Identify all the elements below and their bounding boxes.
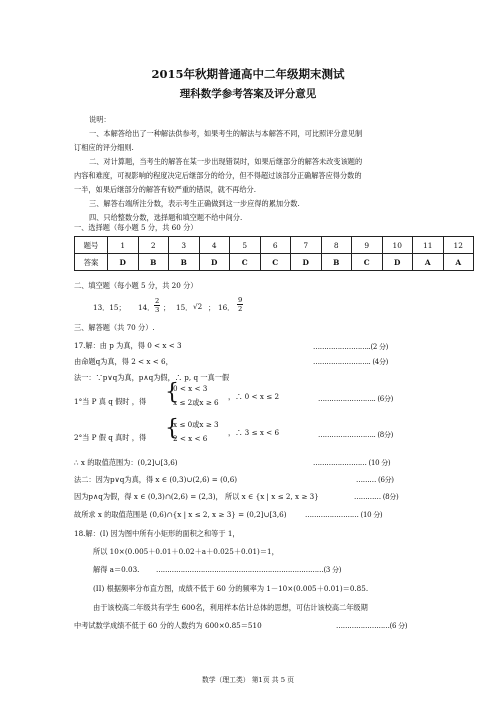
table-cell-number: 11 [413, 237, 444, 254]
table-cell-number: 3 [169, 237, 200, 254]
table-cell-answer: C [230, 254, 261, 271]
q17-score-4: …………………….. (4分) [313, 358, 389, 366]
table-cell-number: 8 [321, 237, 352, 254]
table-cell-number: 1 [108, 237, 139, 254]
table-row-numbers [75, 237, 474, 254]
note-1a: 一、本解答给出了一种解法供参考，如果考生的解法与本解答不同，可比照评分意见制 [89, 129, 363, 138]
q17-score-2: ……………………..(2 分) [313, 343, 389, 351]
note-4: 四、只给整数分数，选择题和填空题不给中间分. [89, 213, 243, 222]
q17-method-2-score-6: ……… (6分) [356, 476, 394, 484]
table-cell-answer: B [169, 254, 200, 271]
q17-score-8: …………………….. (8分) [318, 431, 394, 439]
fill-answer-16-label: 16． [218, 303, 235, 312]
table-cell-answer: B [138, 254, 169, 271]
fill-answer-15-value: √2 [193, 302, 203, 311]
q18-line-5: 由于该校高二年级共有学生 600名，利用样本估计总体的思想，可估计该校高二年级期 [93, 603, 368, 612]
note-2b: 内容和难度，可视影响的程度决定后继部分的给分，但不得超过该部分正确解答应得分数的 [74, 171, 362, 180]
q18-line-6: 中考试数学成绩不低于 60 分的人数约为 600×0.85＝510 [74, 621, 262, 630]
table-cell-number: 12 [443, 237, 474, 254]
page-subtitle: 理科数学参考答案及评分意见 [179, 88, 317, 100]
q17-method-2-line-3: 故所求 x 的取值范围是 (0,6)∩{x | x ≤ 2, x ≥ 3} = (0,2]∪[3,6) [74, 510, 287, 519]
fill-answer-15-label: 15． [176, 303, 193, 312]
fraction-numerator: 2 [155, 297, 160, 305]
fill-answer-13: 13．15； [93, 303, 126, 312]
table-row-answers [75, 254, 474, 271]
table-cell-number: 4 [199, 237, 230, 254]
q18-line-4: (II) 根据频率分布直方图，成绩不低于 60 分的频率为 1－10×(0.005＋0.01)＝0.85. [93, 584, 369, 593]
fill-answer-15-end: ； [208, 303, 216, 312]
table-cell-answer: D [199, 254, 230, 271]
q17-line-2: 由命题q为真，得 2 < x < 6， [74, 357, 173, 366]
q18-line-2: 所以 10×(0.005＋0.01＋0.02＋a＋0.025＋0.01)＝1， [93, 547, 279, 556]
page-title: 2015年秋期普通高中二年级期末测试 [151, 67, 345, 81]
section-solve-heading: 三、解答题（共 70 分）. [74, 323, 155, 332]
q17-case-1-top: 0 < x < 3 [173, 384, 208, 393]
section-fill-heading: 二、填空题（每小题 5 分，共 20 分） [74, 281, 198, 290]
q17-method-2-line-2: 因为p∧q为假，得 x ∈ (0,3)∩(2,6) = (2,3)， 所以 x ∈ {x | x ≤ 2, x ≥ 3} [74, 492, 319, 501]
q18-score-6: ……………………(6 分) [336, 622, 408, 630]
fraction-denominator: 3 [155, 306, 160, 314]
q17-line-1: 17.解：由 p 为真，得 0 < x < 3 [74, 341, 182, 350]
table-header-answer: 答案 [75, 254, 108, 271]
table-cell-answer: C [260, 254, 291, 271]
q17-method-2-score-10: …………………… (10 分) [305, 511, 383, 519]
table-cell-answer: A [413, 254, 444, 271]
q17-case-1-bottom: x ≤ 2或x ≥ 6 [173, 398, 219, 407]
q17-case-1-lead: 1°当 P 真 q 假时 ，得 [74, 397, 147, 406]
q17-score-10: …………………… (10 分) [313, 459, 391, 467]
q18-score-3: …………………………………………………………………(3 分) [156, 566, 342, 574]
table-cell-answer: D [291, 254, 322, 271]
fill-answer-14-end: ； [163, 303, 171, 312]
table-cell-answer: C [352, 254, 383, 271]
q17-case-2-bottom: 2 < x < 6 [173, 434, 208, 443]
section-choice-heading: 一、选择题（每小题 5 分，共 60 分） [74, 223, 198, 232]
fraction-numerator: 9 [238, 296, 243, 304]
table-cell-number: 7 [291, 237, 322, 254]
table-cell-number: 9 [352, 237, 383, 254]
q17-case-2-lead: 2°当 P 假 q 真时 ，得 [74, 433, 147, 442]
note-2c: 一半，如果后继部分的解答有较严重的错误，就不再给分. [74, 185, 256, 194]
table-cell-number: 10 [382, 237, 413, 254]
table-cell-number: 5 [230, 237, 261, 254]
brace-icon: { [165, 380, 179, 405]
q17-method-2-score-8: ………… (8分) [354, 493, 399, 501]
note-3: 三、解答右端所注分数，表示考生正确做到这一步应得的累加分数. [89, 199, 300, 208]
fill-answer-16-fraction [237, 294, 243, 313]
choice-answer-table [74, 236, 474, 271]
q17-score-6: …………………….. (6分) [318, 395, 394, 403]
table-cell-answer: D [382, 254, 413, 271]
q17-case-2-result: ，∴ 3 ≤ x < 6 [228, 428, 280, 437]
table-cell-answer: A [443, 254, 474, 271]
table-cell-number: 2 [138, 237, 169, 254]
q17-range: ∴ x 的取值范围为：(0,2]∪[3,6) [74, 458, 178, 467]
q18-line-1: 18.解：(I) 因为图中所有小矩形的面积之和等于 1， [74, 529, 240, 538]
q17-case-1-result: ，∴ 0 < x ≤ 2 [228, 392, 280, 401]
table-cell-number: 6 [260, 237, 291, 254]
note-1b: 订相应的评分细则. [74, 143, 134, 152]
fill-answer-14-fraction [154, 295, 160, 314]
notes-heading: 说明： [89, 115, 111, 124]
fraction-denominator: 2 [238, 305, 243, 313]
q18-line-3: 解得 a＝0.03. [93, 565, 140, 574]
page-footer: 数学（理工类） 第1页 共 5 页 [201, 676, 295, 684]
q17-method-1: 法一：∵p∨q为真，p∧q为假，∴ p, q 一真一假 [74, 373, 230, 382]
q17-method-2-line-1: 法二：因为p∨q为真，得 x ∈ (0,3)∪(2,6) = (0,6) [74, 475, 238, 484]
note-2a: 二、对计算题，当考生的解答在某一步出现错误时，如果后继部分的解答未改变该题的 [89, 157, 363, 166]
table-cell-answer: D [108, 254, 139, 271]
table-header-number: 题号 [75, 237, 108, 254]
q17-case-2-top: x ≤ 0或x ≥ 3 [173, 420, 219, 429]
fill-answer-14-label: 14． [138, 303, 155, 312]
brace-icon: { [165, 416, 179, 441]
table-cell-answer: B [321, 254, 352, 271]
